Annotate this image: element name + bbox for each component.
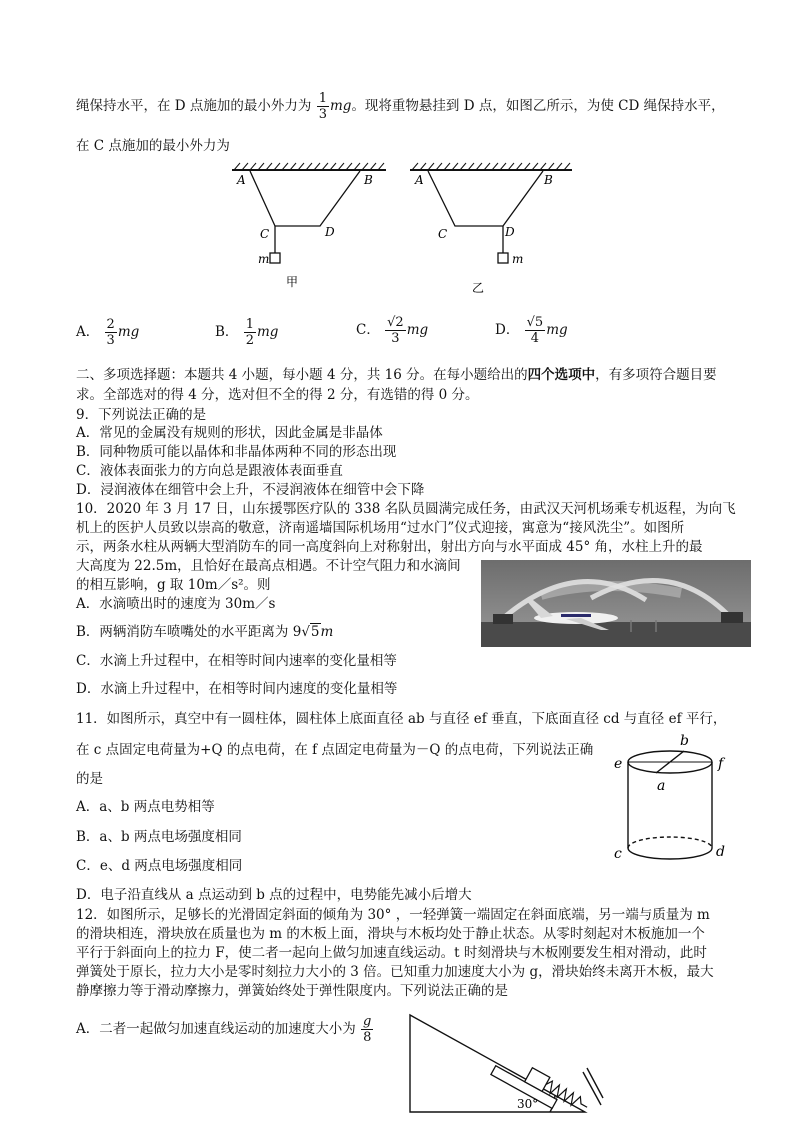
q12-stem-line4: 弹簧处于原长，拉力大小是零时刻拉力大小的 3 倍。已知重力加速度大小为 g，滑块始终未离开木板，最大 — [76, 964, 714, 980]
frac-den: 3 — [318, 107, 327, 122]
section2-head: 二、多项选择题：本题共 4 小题，每小题 4 分，共 16 分。在每小题给出的 — [76, 367, 528, 383]
section2-line2: 求。全部选对的得 4 分，选对但不全的得 2 分，有选错的得 0 分。 — [76, 387, 479, 403]
frac-num: 2 — [106, 317, 115, 332]
label-B-jia: B — [364, 173, 373, 187]
q12-stem-line5: 静摩擦力等于滑动摩擦力，弹簧始终处于弹性限度内。下列说法正确的是 — [76, 983, 508, 999]
q11-stem-line2: 在 c 点固定电荷量为+Q 的点电荷，在 f 点固定电荷量为－Q 的点电荷，下列说法正确 — [76, 742, 594, 758]
q8-option-c[interactable] — [356, 316, 428, 345]
label-B-yi: B — [544, 173, 553, 187]
frac-den: 2 — [245, 333, 254, 348]
q9-option-c[interactable]: C．液体表面张力的方向总是跟液体表面垂直 — [76, 463, 343, 479]
frac-num: 1 — [318, 91, 327, 106]
label-m-yi: m — [512, 252, 524, 266]
q12-stem-line2: 的滑块相连，滑块放在质量也为 m 的木板上面，滑块与木板均处于静止状态。从零时刻起对木板施加一个 — [76, 926, 705, 942]
q11-stem-line1: 11．如图所示，真空中有一圆柱体，圆柱体上底面直径 ab 与直径 ef 垂直，下底面直径 cd 与直径 ef 平行， — [76, 711, 727, 727]
label-d: d — [716, 844, 725, 860]
option-letter: D． — [495, 322, 520, 338]
q9-option-a[interactable]: A．常见的金属没有规则的形状，因此金属是非晶体 — [76, 425, 383, 441]
q8-fraction — [317, 92, 329, 121]
q12-a-text: A．二者一起做匀加速直线运动的加速度大小为 — [76, 1021, 356, 1037]
q10-stem-line5: 的相互影响，g 取 10m／s²。则 — [76, 577, 271, 593]
q8-option-d[interactable] — [495, 316, 568, 345]
frac-num: √2 — [387, 315, 404, 330]
cylinder-figure — [612, 730, 740, 865]
frac-den: 4 — [530, 331, 540, 346]
option-letter: B． — [215, 324, 239, 340]
frac-num: 1 — [245, 317, 254, 332]
unit: mg — [117, 324, 140, 340]
q8-unit: mg — [329, 98, 352, 114]
label-e: e — [614, 756, 623, 772]
q12-stem-line1: 12．如图所示，足够长的光滑固定斜面的倾角为 30° ，一轻弹簧一端固定在斜面底端，另一端与质量为 m — [76, 907, 710, 923]
caption-yi: 乙 — [472, 281, 485, 295]
sqrt-sign: √ — [301, 624, 310, 640]
water-salute-photo — [481, 560, 751, 647]
q9-stem: 9．下列说法正确的是 — [76, 407, 207, 423]
q10-b-text: B．两辆消防车喷嘴处的水平距离为 9 — [76, 624, 302, 640]
section2-emphasis: 四个选项中 — [527, 367, 596, 383]
unit: mg — [546, 322, 568, 338]
label-c: c — [614, 846, 622, 862]
frac-den: 3 — [106, 333, 115, 348]
q10-stem-line4: 大高度为 22.5m，且恰好在最高点相遇。不计空气阻力和水滴间 — [76, 558, 461, 574]
q10-option-b[interactable] — [76, 620, 333, 640]
q10-stem-line2: 机上的医护人员致以崇高的敬意，济南遥墙国际机场用“过水门”仪式迎接，寓意为“接风洗尘”。如图所 — [76, 520, 685, 536]
q11-option-c[interactable]: C．e、d 两点电场强度相同 — [76, 858, 243, 874]
ropes-yi — [428, 171, 543, 263]
q8-option-b[interactable] — [215, 318, 278, 347]
label-a: a — [657, 778, 666, 794]
q9-option-b[interactable]: B．同种物质可能以晶体和非晶体两种不同的形态出现 — [76, 444, 397, 460]
q11-option-b[interactable]: B．a、b 两点电场强度相同 — [76, 829, 242, 845]
q8-line2: 在 C 点施加的最小外力为 — [76, 138, 230, 154]
ropes-jia — [250, 171, 360, 263]
label-f: f — [718, 756, 724, 772]
q10-option-a[interactable]: A．水滴喷出时的速度为 30m／s — [76, 596, 276, 612]
frac-num: g — [363, 1014, 372, 1029]
q11-stem-line3: 的是 — [76, 771, 103, 787]
frac-den: 8 — [363, 1030, 372, 1045]
incline-figure — [405, 1010, 605, 1123]
frac-den: 3 — [391, 331, 400, 346]
q12-stem-line3: 平行于斜面向上的拉力 F，使二者一起向上做匀加速直线运动。t 时刻滑块与木板刚要发生相对滑动，此时 — [76, 945, 707, 961]
label-m-jia: m — [258, 252, 270, 266]
frac-num: √5 — [526, 315, 544, 330]
label-C-jia: C — [260, 227, 270, 241]
label-A-jia: A — [237, 173, 246, 187]
unit: mg — [257, 324, 279, 340]
label-b: b — [680, 733, 689, 749]
ceiling-right — [410, 163, 572, 170]
caption-jia: 甲 — [286, 275, 299, 289]
option-letter: A． — [76, 324, 100, 340]
label-D-jia: D — [325, 225, 335, 239]
q12-option-a[interactable] — [76, 1015, 374, 1044]
unit: m — [320, 624, 334, 640]
q8-option-a[interactable] — [76, 318, 139, 347]
q11-option-a[interactable]: A．a、b 两点电势相等 — [76, 799, 215, 815]
ceiling-left — [232, 163, 386, 170]
unit: mg — [406, 322, 429, 338]
option-letter: C． — [356, 322, 380, 338]
section2-tail: ，有多项符合题目要 — [595, 367, 717, 383]
q10-option-d[interactable]: D．水滴上升过程中，在相等时间内速度的变化量相等 — [76, 681, 398, 697]
label-A-yi: A — [415, 173, 424, 187]
q8-line1 — [76, 92, 725, 121]
q10-stem-line3: 示，两条水柱从两辆大型消防车的同一高度斜向上对称射出，射出方向与水平面成 45° 角，水柱上升的最 — [76, 539, 703, 555]
label-D-yi: D — [505, 225, 515, 239]
angle-label: 30° — [517, 1097, 539, 1111]
q8-line1-post: 。现将重物悬挂到 D 点，如图乙所示，为使 CD 绳保持水平， — [351, 98, 725, 114]
sqrt-radicand: 5 — [310, 624, 320, 640]
q10-option-c[interactable]: C．水滴上升过程中，在相等时间内速率的变化量相等 — [76, 653, 397, 669]
section2-line1 — [76, 363, 717, 383]
q11-option-d[interactable]: D．电子沿直线从 a 点运动到 b 点的过程中，电势能先减小后增大 — [76, 887, 472, 903]
q9-option-d[interactable]: D．浸润液体在细管中会上升，不浸润液体在细管中会下降 — [76, 482, 425, 498]
label-C-yi: C — [438, 227, 448, 241]
q8-figure — [220, 162, 580, 297]
q10-stem-line1: 10．2020 年 3 月 17 日，山东援鄂医疗队的 338 名队员圆满完成任务，由武汉天河机场乘专机返程，为向飞 — [76, 501, 736, 517]
q8-line1-text: 绳保持水平，在 D 点施加的最小外力为 — [76, 98, 312, 114]
